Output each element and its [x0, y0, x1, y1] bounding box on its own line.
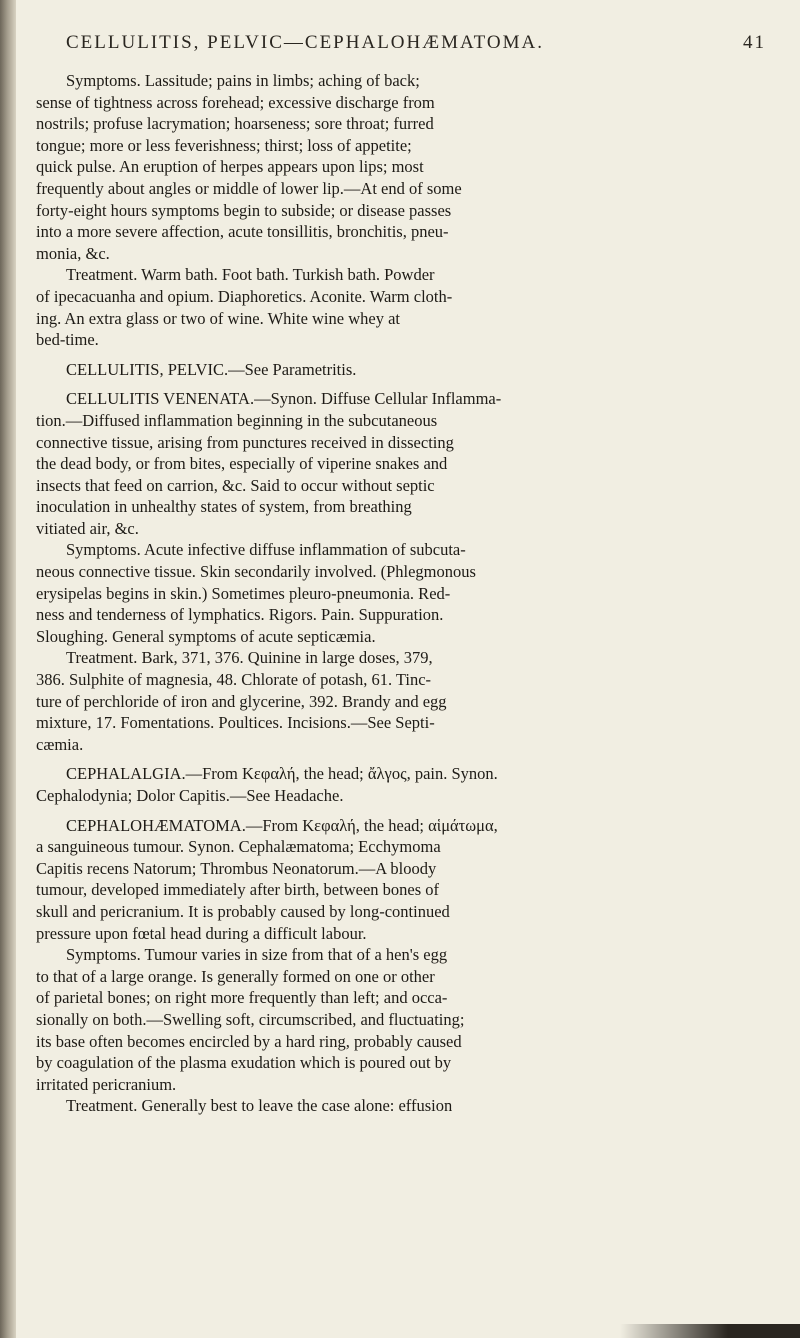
text-line: ness and tenderness of lymphatics. Rigors. Pain. Suppuration. — [36, 605, 444, 625]
text-line: inoculation in unhealthy states of system, from breathing — [36, 497, 412, 517]
text-line: Treatment. Bark, 371, 376. Quinine in large doses, 379, — [66, 648, 433, 668]
text-line: Symptoms. Acute infective diffuse inflammation of subcuta- — [66, 540, 466, 560]
text-line: of ipecacuanha and opium. Diaphoretics. Aconite. Warm cloth- — [36, 286, 453, 306]
text-line: into a more severe affection, acute tonsillitis, bronchitis, pneu- — [36, 222, 449, 242]
text-line: insects that feed on carrion, &c. Said to occur without septic — [36, 475, 435, 495]
text-line: quick pulse. An eruption of herpes appears upon lips; most — [36, 157, 424, 177]
text-line: Symptoms. Tumour varies in size from that of a hen's egg — [66, 945, 448, 965]
text-line: its base often becomes encircled by a hard ring, probably caused — [36, 1031, 462, 1051]
text-line: erysipelas begins in skin.) Sometimes pleuro-pneumonia. Red- — [36, 583, 451, 603]
text-line: nostrils; profuse lacrymation; hoarseness; sore throat; furred — [36, 114, 434, 134]
text-line: skull and pericranium. It is probably caused by long-continued — [36, 901, 450, 921]
text-line: Capitis recens Natorum; Thrombus Neonatorum.—A bloody — [36, 858, 437, 878]
page-header — [60, 32, 770, 58]
text-line: by coagulation of the plasma exudation which is poured out by — [36, 1053, 452, 1073]
text-line: of parietal bones; on right more frequently than left; and occa- — [36, 988, 448, 1008]
page-bottom-edge-shadow — [620, 1324, 800, 1338]
text-line: Sloughing. General symptoms of acute septicæmia. — [36, 626, 376, 646]
text-line: mixture, 17. Fomentations. Poultices. Incisions.—See Septi- — [36, 713, 435, 733]
text-line: neous connective tissue. Skin secondarily involved. (Phlegmonous — [36, 562, 476, 582]
page-number: 41 — [743, 32, 766, 53]
text-line: connective tissue, arising from punctures received in dissecting — [36, 432, 454, 452]
text-line: irritated pericranium. — [36, 1074, 177, 1094]
text-line: cæmia. — [36, 734, 84, 754]
text-line: vitiated air, &c. — [36, 518, 139, 538]
text-line: to that of a large orange. Is generally formed on one or other — [36, 966, 435, 986]
text-line: frequently about angles or middle of lower lip.—At end of some — [36, 178, 462, 198]
text-line: sense of tightness across forehead; excessive discharge from — [36, 92, 435, 112]
text-line: CELLULITIS, PELVIC.—See Parametritis. — [66, 359, 357, 379]
text-line: CELLULITIS VENENATA.—Synon. Diffuse Cellular Inflamma- — [66, 389, 502, 409]
text-line: tion.—Diffused inflammation beginning in the subcutaneous — [36, 410, 438, 430]
text-line: Symptoms. Lassitude; pains in limbs; aching of back; — [66, 71, 420, 90]
text-line: CEPHALOHÆMATOMA.—From Κεφαλή, the head; αἱμάτωμα, — [66, 815, 498, 835]
text-line: ture of perchloride of iron and glycerine, 392. Brandy and egg — [36, 691, 447, 711]
text-line: the dead body, or from bites, especially of viperine snakes and — [36, 454, 448, 474]
text-line: pressure upon fœtal head during a difficult labour. — [36, 923, 367, 943]
text-line: ing. An extra glass or two of wine. White wine whey at — [36, 308, 400, 328]
text-line: Cephalodynia; Dolor Capitis.—See Headache. — [36, 786, 344, 805]
text-line: sionally on both.—Swelling soft, circumscribed, and fluctuating; — [36, 1009, 465, 1029]
text-line: monia, &c. — [36, 243, 110, 263]
text-line: tumour, developed immediately after birth, between bones of — [36, 880, 440, 900]
text-line: CEPHALALGIA.—From Κεφαλή, the head; ἄλγος, pain. Synon. — [66, 764, 498, 784]
text-line: bed-time. — [36, 330, 99, 350]
text-line: Treatment. Warm bath. Foot bath. Turkish bath. Powder — [66, 265, 435, 285]
text-line: forty-eight hours symptoms begin to subside; or disease passes — [36, 200, 452, 220]
text-line: 386. Sulphite of magnesia, 48. Chlorate of potash, 61. Tinc- — [36, 670, 432, 690]
text-line: tongue; more or less feverishness; thirst; loss of appetite; — [36, 135, 412, 155]
page-spine-shadow — [0, 0, 16, 1338]
body-text — [36, 70, 796, 1117]
running-title: CELLULITIS, PELVIC—CEPHALOHÆMATOMA. — [66, 32, 544, 53]
text-line: a sanguineous tumour. Synon. Cephalæmatoma; Ecchymoma — [36, 837, 441, 857]
text-line: Treatment. Generally best to leave the case alone: effusion — [66, 1096, 453, 1116]
